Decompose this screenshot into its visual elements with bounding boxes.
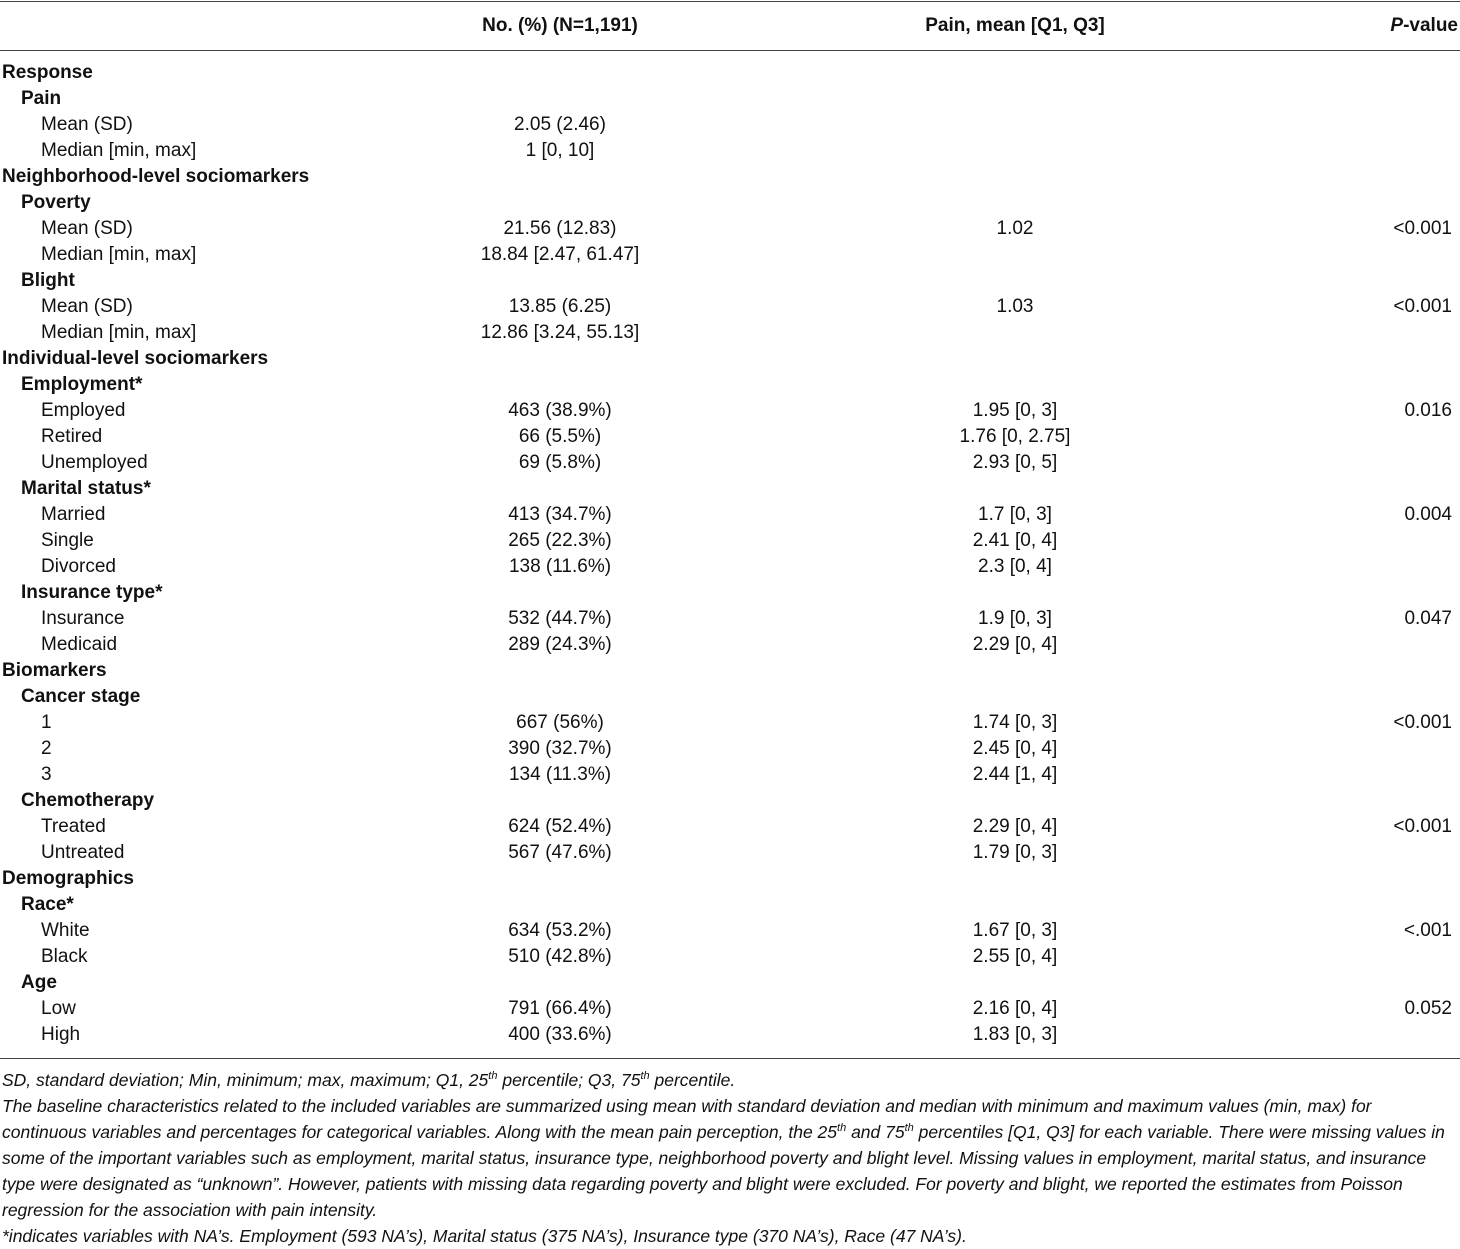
cell-count: 463 (38.9%) xyxy=(508,400,612,421)
cell-count: 21.56 (12.83) xyxy=(503,218,617,239)
table-row xyxy=(0,840,1460,866)
table-row xyxy=(0,606,1460,632)
cell-pain: 2.45 [0, 4] xyxy=(972,738,1058,759)
row-label: Blight xyxy=(21,270,75,291)
footnote-missing-values: *indicates variables with NA’s. Employment (593 NA’s), Marital status (375 NA’s), Insurance type (370 NA’s), Race (47 NA’s). xyxy=(2,1226,967,1246)
section-row xyxy=(0,60,1460,86)
group-row xyxy=(0,970,1460,996)
table-row xyxy=(0,320,1460,346)
group-row xyxy=(0,476,1460,502)
pvalue-header-italic: P xyxy=(1390,15,1404,36)
row-label: Treated xyxy=(41,816,106,837)
cell-count: 69 (5.8%) xyxy=(518,452,602,473)
table-row xyxy=(0,216,1460,242)
row-label: Neighborhood-level sociomarkers xyxy=(2,166,310,187)
row-label: High xyxy=(41,1024,81,1045)
row-label: 3 xyxy=(41,764,52,785)
footnote-desc-sup-2: th xyxy=(904,1122,914,1135)
cell-pain: 2.93 [0, 5] xyxy=(972,452,1058,473)
row-label: Median [min, max] xyxy=(41,322,197,343)
table-row xyxy=(0,918,1460,944)
row-label: Biomarkers xyxy=(2,660,107,681)
group-row xyxy=(0,190,1460,216)
table-row xyxy=(0,944,1460,970)
cell-pain: 2.29 [0, 4] xyxy=(972,816,1058,837)
cell-count: 2.05 (2.46) xyxy=(514,114,606,135)
row-label: Divorced xyxy=(41,556,116,577)
table-bottom-rule xyxy=(0,1058,1460,1059)
row-label: Cancer stage xyxy=(21,686,141,707)
section-row xyxy=(0,346,1460,372)
cell-count: 791 (66.4%) xyxy=(508,998,612,1019)
row-label: Employed xyxy=(41,400,126,421)
cell-count: 289 (24.3%) xyxy=(508,634,612,655)
column-header-count: No. (%) (N=1,191) xyxy=(482,15,638,36)
cell-count: 265 (22.3%) xyxy=(508,530,612,551)
pvalue-header-rest: -value xyxy=(1403,15,1458,36)
group-row xyxy=(0,86,1460,112)
cell-count: 390 (32.7%) xyxy=(508,738,612,759)
row-label: Age xyxy=(21,972,57,993)
table-row xyxy=(0,502,1460,528)
row-label: Chemotherapy xyxy=(21,790,155,811)
row-label: Mean (SD) xyxy=(41,296,133,317)
cell-pain: 1.79 [0, 3] xyxy=(972,842,1058,863)
footnote-abbrev-text-a: SD, standard deviation; Min, minimum; max, maximum; Q1, 25 xyxy=(2,1070,489,1090)
row-label: Race* xyxy=(21,894,74,915)
footnote-description xyxy=(2,1093,1458,1223)
cell-pain: 1.76 [0, 2.75] xyxy=(959,426,1071,447)
table-row xyxy=(0,398,1460,424)
footnote-abbrev-sup-1: th xyxy=(488,1070,498,1083)
footnote-desc-sup-1: th xyxy=(837,1122,847,1135)
footnote-abbrev-text-b: percentile; Q3, 75 xyxy=(497,1070,641,1090)
row-label: Response xyxy=(2,62,93,83)
table-header-rule xyxy=(0,50,1460,51)
row-label: Pain xyxy=(21,88,62,109)
cell-pain: 1.03 xyxy=(996,296,1034,317)
cell-pain: 1.67 [0, 3] xyxy=(972,920,1058,941)
cell-count: 624 (52.4%) xyxy=(508,816,612,837)
row-label: 1 xyxy=(41,712,52,733)
cell-pvalue: <0.001 xyxy=(1393,816,1452,837)
table-row xyxy=(0,710,1460,736)
row-label: Medicaid xyxy=(41,634,118,655)
cell-count: 13.85 (6.25) xyxy=(508,296,612,317)
table-row xyxy=(0,1022,1460,1048)
group-row xyxy=(0,580,1460,606)
group-row xyxy=(0,892,1460,918)
row-label: Mean (SD) xyxy=(41,218,133,239)
table-row xyxy=(0,242,1460,268)
row-label: Low xyxy=(41,998,76,1019)
table-row xyxy=(0,450,1460,476)
table-row xyxy=(0,762,1460,788)
footnote-desc-text-b: and 75 xyxy=(846,1122,905,1142)
cell-count: 12.86 [3.24, 55.13] xyxy=(480,322,640,343)
table-top-rule xyxy=(0,1,1460,2)
row-label: Insurance xyxy=(41,608,125,629)
table-row xyxy=(0,554,1460,580)
table-row xyxy=(0,814,1460,840)
table-body xyxy=(0,60,1460,1048)
row-label: Individual-level sociomarkers xyxy=(2,348,269,369)
table-row xyxy=(0,736,1460,762)
cell-pvalue: 0.047 xyxy=(1404,608,1452,629)
cell-pvalue: 0.004 xyxy=(1404,504,1452,525)
row-label: Poverty xyxy=(21,192,91,213)
section-row xyxy=(0,658,1460,684)
table-row xyxy=(0,424,1460,450)
cell-pvalue: <0.001 xyxy=(1393,712,1452,733)
group-row xyxy=(0,788,1460,814)
row-label: 2 xyxy=(41,738,52,759)
cell-pain: 1.74 [0, 3] xyxy=(972,712,1058,733)
row-label: White xyxy=(41,920,90,941)
cell-pain: 2.55 [0, 4] xyxy=(972,946,1058,967)
cell-pvalue: <0.001 xyxy=(1393,218,1452,239)
footnote-abbreviations xyxy=(2,1067,1458,1093)
cell-pvalue: 0.016 xyxy=(1404,400,1452,421)
row-label: Demographics xyxy=(2,868,134,889)
cell-count: 66 (5.5%) xyxy=(518,426,602,447)
footnote-desc-text-c: percentiles [Q1, Q3] for each variable. There were missing values in some of the important variables such as employment, marital status, insurance type, neighborhood poverty and blight level. Missing values in employment, marital status, and insurance type were designated as “unknown”. However, patients with missing data regarding poverty and blight were excluded. For poverty and blight, we reported the estimates from Poisson regression for the association with pain intensity. xyxy=(2,1122,1445,1220)
row-label: Married xyxy=(41,504,106,525)
cell-count: 1 [0, 10] xyxy=(525,140,595,161)
cell-count: 18.84 [2.47, 61.47] xyxy=(480,244,640,265)
row-label: Black xyxy=(41,946,88,967)
row-label: Employment* xyxy=(21,374,143,395)
table-row xyxy=(0,112,1460,138)
cell-pain: 1.95 [0, 3] xyxy=(972,400,1058,421)
section-row xyxy=(0,164,1460,190)
table-row xyxy=(0,138,1460,164)
cell-count: 634 (53.2%) xyxy=(508,920,612,941)
cell-pain: 1.02 xyxy=(996,218,1034,239)
table-row xyxy=(0,632,1460,658)
cell-pvalue: <.001 xyxy=(1403,920,1452,941)
cell-count: 138 (11.6%) xyxy=(508,556,612,577)
cell-pain: 1.7 [0, 3] xyxy=(978,504,1052,525)
cell-pvalue: <0.001 xyxy=(1393,296,1452,317)
group-row xyxy=(0,268,1460,294)
cell-count: 413 (34.7%) xyxy=(508,504,612,525)
group-row xyxy=(0,684,1460,710)
cell-pvalue: 0.052 xyxy=(1404,998,1452,1019)
footnote-desc-text-a: The baseline characteristics related to the included variables are summarized using mean with standard deviation and median with minimum and maximum values (min, max) for continuous variables and percentages for categorical variables. Along with the mean pain perception, the 25 xyxy=(2,1096,1372,1142)
row-label: Insurance type* xyxy=(21,582,163,603)
table-row xyxy=(0,528,1460,554)
table-footnotes xyxy=(2,1067,1458,1249)
row-label: Untreated xyxy=(41,842,125,863)
cell-count: 134 (11.3%) xyxy=(508,764,612,785)
cell-pain: 2.41 [0, 4] xyxy=(972,530,1058,551)
section-row xyxy=(0,866,1460,892)
group-row xyxy=(0,372,1460,398)
cell-pain: 2.29 [0, 4] xyxy=(972,634,1058,655)
cell-count: 400 (33.6%) xyxy=(508,1024,612,1045)
cell-pain: 1.83 [0, 3] xyxy=(972,1024,1058,1045)
table-row xyxy=(0,294,1460,320)
row-label: Marital status* xyxy=(21,478,151,499)
row-label: Unemployed xyxy=(41,452,148,473)
cell-count: 510 (42.8%) xyxy=(508,946,612,967)
table-row xyxy=(0,996,1460,1022)
cell-count: 532 (44.7%) xyxy=(508,608,612,629)
cell-pain: 2.3 [0, 4] xyxy=(978,556,1052,577)
row-label: Retired xyxy=(41,426,103,447)
footnote-abbrev-text-c: percentile. xyxy=(649,1070,736,1090)
row-label: Single xyxy=(41,530,94,551)
cell-pain: 2.16 [0, 4] xyxy=(972,998,1058,1019)
row-label: Mean (SD) xyxy=(41,114,133,135)
column-header-pain: Pain, mean [Q1, Q3] xyxy=(925,15,1105,36)
cell-count: 567 (47.6%) xyxy=(508,842,612,863)
column-header-pvalue xyxy=(1390,12,1458,40)
footnote-abbrev-sup-2: th xyxy=(640,1070,650,1083)
cell-pain: 1.9 [0, 3] xyxy=(978,608,1052,629)
cell-count: 667 (56%) xyxy=(516,712,604,733)
cell-pain: 2.44 [1, 4] xyxy=(972,764,1058,785)
row-label: Median [min, max] xyxy=(41,244,197,265)
row-label: Median [min, max] xyxy=(41,140,197,161)
